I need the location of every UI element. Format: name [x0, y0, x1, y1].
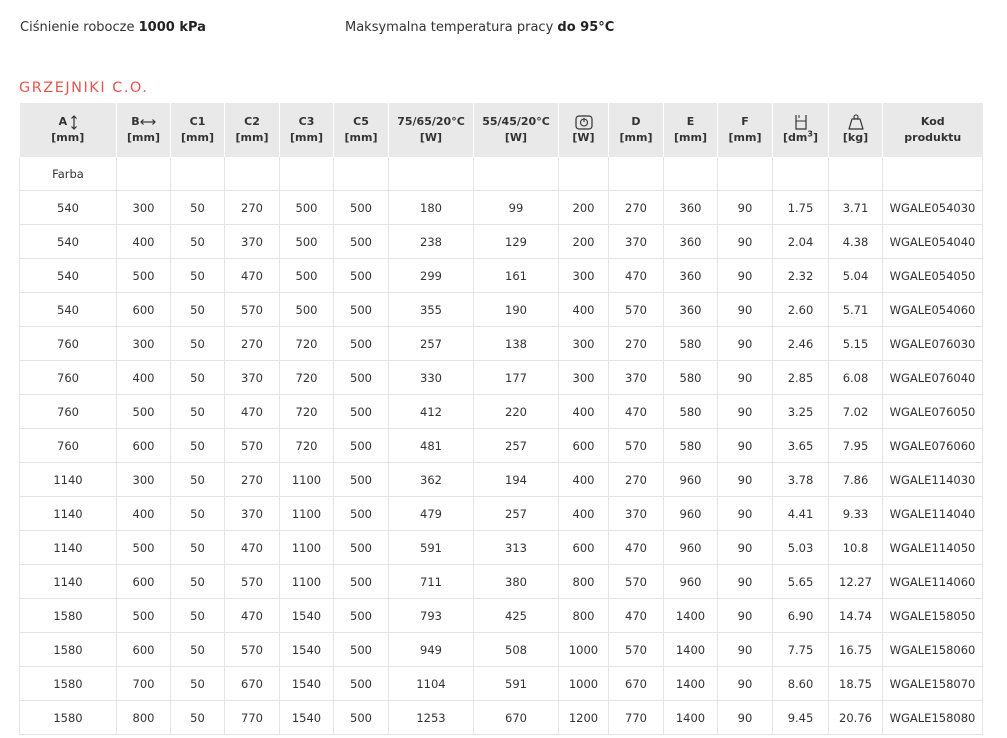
table-cell: 370: [225, 497, 280, 531]
table-cell: 1400: [664, 667, 718, 701]
table-cell: 1580: [20, 701, 117, 735]
table-header-row: [20, 103, 983, 157]
table-cell: 2.60: [773, 293, 829, 327]
header-f: F [mm]: [718, 103, 773, 157]
table-cell: 500: [280, 191, 334, 225]
table-cell: 425: [474, 599, 559, 633]
table-cell: 180: [389, 191, 474, 225]
table-cell: 10.8: [829, 531, 883, 565]
table-cell: 16.75: [829, 633, 883, 667]
table-cell: 500: [334, 327, 389, 361]
table-cell: 400: [559, 395, 609, 429]
table-row: [20, 701, 983, 735]
finish-label: Farba: [20, 157, 117, 191]
table-cell: 570: [225, 633, 280, 667]
table-cell: 90: [718, 225, 773, 259]
table-cell: 50: [171, 531, 225, 565]
table-cell: 570: [225, 293, 280, 327]
table-cell: 711: [389, 565, 474, 599]
table-cell: 90: [718, 395, 773, 429]
table-row: [20, 191, 983, 225]
table-cell: 90: [718, 327, 773, 361]
table-cell: 2.46: [773, 327, 829, 361]
table-cell: 300: [559, 259, 609, 293]
table-cell: WGALE076040: [883, 361, 983, 395]
table-cell: 500: [334, 191, 389, 225]
table-cell: 90: [718, 531, 773, 565]
table-cell: WGALE114030: [883, 463, 983, 497]
table-cell: 600: [559, 429, 609, 463]
table-cell: 1580: [20, 633, 117, 667]
table-cell: 220: [474, 395, 559, 429]
table-cell: 50: [171, 667, 225, 701]
table-cell: 1400: [664, 633, 718, 667]
table-cell: 7.02: [829, 395, 883, 429]
header-e: E [mm]: [664, 103, 718, 157]
table-cell: 580: [664, 361, 718, 395]
table-cell: 500: [117, 531, 171, 565]
table-cell: 2.04: [773, 225, 829, 259]
table-cell: 90: [718, 565, 773, 599]
table-cell: 570: [609, 429, 664, 463]
table-cell: 3.71: [829, 191, 883, 225]
table-cell: 500: [117, 395, 171, 429]
table-cell: 400: [117, 361, 171, 395]
table-cell: 50: [171, 463, 225, 497]
table-cell: WGALE076030: [883, 327, 983, 361]
table-cell: 7.95: [829, 429, 883, 463]
pressure-label: Ciśnienie robocze: [20, 20, 135, 35]
table-cell: 313: [474, 531, 559, 565]
table-cell: 5.65: [773, 565, 829, 599]
header-b: B [mm]: [117, 103, 171, 157]
table-cell: 90: [718, 599, 773, 633]
table-cell: 238: [389, 225, 474, 259]
table-cell: 370: [609, 225, 664, 259]
table-cell: 600: [559, 531, 609, 565]
table-row: [20, 327, 983, 361]
header-c3: C3 [mm]: [280, 103, 334, 157]
table-cell: 90: [718, 361, 773, 395]
table-cell: 50: [171, 429, 225, 463]
table-cell: 20.76: [829, 701, 883, 735]
table-cell: 360: [664, 293, 718, 327]
table-cell: 720: [280, 327, 334, 361]
header-product-code: Kod produktu: [883, 103, 983, 157]
table-cell: 300: [559, 327, 609, 361]
table-cell: 500: [334, 293, 389, 327]
table-cell: 50: [171, 565, 225, 599]
table-cell: 1000: [559, 633, 609, 667]
table-cell: 3.25: [773, 395, 829, 429]
table-cell: WGALE054060: [883, 293, 983, 327]
table-cell: 50: [171, 701, 225, 735]
table-cell: WGALE114060: [883, 565, 983, 599]
table-cell: 7.86: [829, 463, 883, 497]
table-cell: 800: [117, 701, 171, 735]
weight-icon: [848, 114, 864, 130]
table-cell: WGALE076050: [883, 395, 983, 429]
table-cell: 90: [718, 633, 773, 667]
table-cell: 1100: [280, 565, 334, 599]
table-cell: 12.27: [829, 565, 883, 599]
table-cell: 270: [225, 463, 280, 497]
header-power-55-45-20: 55/45/20°C [W]: [474, 103, 559, 157]
table-cell: 5.04: [829, 259, 883, 293]
table-cell: 470: [609, 531, 664, 565]
table-cell: 960: [664, 531, 718, 565]
table-cell: 360: [664, 225, 718, 259]
table-row: [20, 599, 983, 633]
table-cell: 600: [117, 565, 171, 599]
table-cell: 470: [609, 599, 664, 633]
table-cell: 300: [559, 361, 609, 395]
table-cell: 90: [718, 463, 773, 497]
table-cell: 481: [389, 429, 474, 463]
table-cell: WGALE114050: [883, 531, 983, 565]
table-row: [20, 361, 983, 395]
table-cell: 90: [718, 191, 773, 225]
table-cell: 50: [171, 599, 225, 633]
table-cell: 257: [474, 429, 559, 463]
table-cell: 1540: [280, 667, 334, 701]
table-cell: 90: [718, 293, 773, 327]
table-cell: 800: [559, 599, 609, 633]
table-cell: 50: [171, 633, 225, 667]
table-cell: 4.41: [773, 497, 829, 531]
table-cell: 1100: [280, 497, 334, 531]
table-cell: 500: [280, 225, 334, 259]
table-cell: 500: [334, 565, 389, 599]
table-cell: WGALE054030: [883, 191, 983, 225]
table-cell: 500: [334, 463, 389, 497]
table-cell: 370: [609, 361, 664, 395]
header-a: A [mm]: [20, 103, 117, 157]
table-cell: 50: [171, 293, 225, 327]
table-cell: 760: [20, 327, 117, 361]
table-cell: 90: [718, 497, 773, 531]
table-cell: 570: [225, 429, 280, 463]
table-cell: 600: [117, 633, 171, 667]
table-cell: 360: [664, 191, 718, 225]
table-row: [20, 497, 983, 531]
table-cell: WGALE114040: [883, 497, 983, 531]
table-cell: 7.75: [773, 633, 829, 667]
table-cell: 760: [20, 395, 117, 429]
power-symbol-icon: [575, 115, 593, 130]
table-cell: 6.08: [829, 361, 883, 395]
table-cell: 270: [225, 191, 280, 225]
table-cell: 770: [225, 701, 280, 735]
header-heater-power: [W]: [559, 103, 609, 157]
table-cell: 50: [171, 259, 225, 293]
table-cell: WGALE054050: [883, 259, 983, 293]
table-cell: 570: [225, 565, 280, 599]
table-cell: 200: [559, 225, 609, 259]
table-cell: 760: [20, 361, 117, 395]
table-cell: 14.74: [829, 599, 883, 633]
table-cell: 670: [474, 701, 559, 735]
table-cell: 470: [609, 259, 664, 293]
horizontal-arrow-icon: [140, 119, 156, 125]
table-cell: 1540: [280, 599, 334, 633]
table-cell: 1580: [20, 667, 117, 701]
table-cell: 540: [20, 259, 117, 293]
table-cell: 570: [609, 633, 664, 667]
table-cell: 129: [474, 225, 559, 259]
table-cell: 1.75: [773, 191, 829, 225]
table-cell: 700: [117, 667, 171, 701]
table-cell: 720: [280, 361, 334, 395]
section-title: GRZEJNIKI C.O.: [19, 80, 149, 96]
table-row: [20, 463, 983, 497]
table-cell: 370: [225, 225, 280, 259]
table-cell: 5.15: [829, 327, 883, 361]
table-cell: 1100: [280, 531, 334, 565]
vertical-arrow-icon: [71, 115, 77, 130]
table-cell: 2.32: [773, 259, 829, 293]
table-row: [20, 225, 983, 259]
table-cell: 500: [334, 259, 389, 293]
table-cell: 370: [609, 497, 664, 531]
table-cell: 90: [718, 429, 773, 463]
table-cell: 570: [609, 565, 664, 599]
table-cell: 9.33: [829, 497, 883, 531]
table-cell: 299: [389, 259, 474, 293]
table-cell: 200: [559, 191, 609, 225]
table-cell: 6.90: [773, 599, 829, 633]
pressure-value: 1000 kPa: [138, 20, 206, 35]
table-cell: 161: [474, 259, 559, 293]
table-cell: WGALE076060: [883, 429, 983, 463]
table-cell: 3.65: [773, 429, 829, 463]
table-cell: 400: [559, 497, 609, 531]
table-cell: 90: [718, 667, 773, 701]
table-cell: 362: [389, 463, 474, 497]
table-cell: 500: [334, 599, 389, 633]
header-weight: [kg]: [829, 103, 883, 157]
table-cell: 500: [334, 361, 389, 395]
finish-row: [20, 157, 983, 191]
table-cell: 500: [117, 599, 171, 633]
table-cell: 540: [20, 293, 117, 327]
table-cell: WGALE158070: [883, 667, 983, 701]
table-cell: 960: [664, 463, 718, 497]
table-cell: 257: [474, 497, 559, 531]
radiator-spec-table: [19, 103, 983, 735]
table-cell: 479: [389, 497, 474, 531]
table-row: [20, 395, 983, 429]
header-power-75-65-20: 75/65/20°C [W]: [389, 103, 474, 157]
header-c1: C1 [mm]: [171, 103, 225, 157]
table-cell: 1400: [664, 599, 718, 633]
temperature-label: Maksymalna temperatura pracy: [345, 20, 554, 35]
header-d: D [mm]: [609, 103, 664, 157]
table-cell: 50: [171, 497, 225, 531]
table-cell: 18.75: [829, 667, 883, 701]
table-cell: 5.71: [829, 293, 883, 327]
table-cell: 177: [474, 361, 559, 395]
table-cell: 591: [474, 667, 559, 701]
max-temperature-info: [345, 20, 614, 35]
table-cell: 9.45: [773, 701, 829, 735]
table-cell: 540: [20, 225, 117, 259]
table-cell: 400: [117, 497, 171, 531]
table-cell: 470: [225, 259, 280, 293]
table-cell: 949: [389, 633, 474, 667]
table-cell: 720: [280, 395, 334, 429]
table-cell: 570: [609, 293, 664, 327]
table-row: [20, 565, 983, 599]
table-cell: 470: [225, 395, 280, 429]
table-cell: 257: [389, 327, 474, 361]
table-cell: 500: [117, 259, 171, 293]
table-cell: 600: [117, 293, 171, 327]
table-cell: 270: [609, 463, 664, 497]
header-water-capacity: $[dm^3]$: [773, 103, 829, 157]
table-cell: 300: [117, 463, 171, 497]
table-cell: 1100: [280, 463, 334, 497]
table-cell: 50: [171, 225, 225, 259]
table-row: [20, 259, 983, 293]
table-cell: 370: [225, 361, 280, 395]
table-cell: 720: [280, 429, 334, 463]
table-cell: 360: [664, 259, 718, 293]
table-cell: 90: [718, 259, 773, 293]
table-cell: 580: [664, 429, 718, 463]
table-cell: 50: [171, 191, 225, 225]
table-cell: 194: [474, 463, 559, 497]
table-cell: WGALE054040: [883, 225, 983, 259]
table-cell: 500: [280, 259, 334, 293]
table-cell: 330: [389, 361, 474, 395]
water-capacity-icon: [794, 114, 808, 130]
table-cell: 1200: [559, 701, 609, 735]
table-cell: 1140: [20, 565, 117, 599]
table-cell: 1400: [664, 701, 718, 735]
table-row: [20, 633, 983, 667]
table-cell: 670: [609, 667, 664, 701]
table-cell: 1540: [280, 701, 334, 735]
table-cell: 500: [280, 293, 334, 327]
table-cell: 1253: [389, 701, 474, 735]
table-cell: 50: [171, 327, 225, 361]
table-cell: 500: [334, 701, 389, 735]
table-cell: 99: [474, 191, 559, 225]
table-cell: WGALE158050: [883, 599, 983, 633]
table-cell: 270: [225, 327, 280, 361]
table-cell: 412: [389, 395, 474, 429]
table-cell: 270: [609, 191, 664, 225]
table-cell: 1580: [20, 599, 117, 633]
table-cell: 300: [117, 191, 171, 225]
table-cell: 5.03: [773, 531, 829, 565]
table-cell: 960: [664, 565, 718, 599]
table-cell: 1140: [20, 497, 117, 531]
table-cell: 1540: [280, 633, 334, 667]
table-cell: 50: [171, 395, 225, 429]
table-cell: 540: [20, 191, 117, 225]
table-cell: 760: [20, 429, 117, 463]
table-cell: 470: [225, 531, 280, 565]
table-row: [20, 531, 983, 565]
temperature-value: do 95°C: [557, 20, 615, 35]
header-c5: C5 [mm]: [334, 103, 389, 157]
table-cell: 591: [389, 531, 474, 565]
table-cell: 500: [334, 429, 389, 463]
table-cell: 90: [718, 701, 773, 735]
table-cell: 1104: [389, 667, 474, 701]
table-cell: 1140: [20, 463, 117, 497]
table-cell: 270: [609, 327, 664, 361]
table-cell: 960: [664, 497, 718, 531]
table-cell: 50: [171, 361, 225, 395]
table-cell: 380: [474, 565, 559, 599]
table-cell: 500: [334, 531, 389, 565]
table-cell: 1140: [20, 531, 117, 565]
table-row: [20, 667, 983, 701]
table-cell: 470: [609, 395, 664, 429]
table-cell: 470: [225, 599, 280, 633]
table-cell: WGALE158080: [883, 701, 983, 735]
table-cell: 770: [609, 701, 664, 735]
table-cell: 600: [117, 429, 171, 463]
table-cell: 500: [334, 667, 389, 701]
table-cell: 138: [474, 327, 559, 361]
table-cell: 580: [664, 395, 718, 429]
table-cell: 1000: [559, 667, 609, 701]
table-cell: 400: [117, 225, 171, 259]
table-cell: 3.78: [773, 463, 829, 497]
table-cell: 2.85: [773, 361, 829, 395]
table-cell: 800: [559, 565, 609, 599]
table-cell: 793: [389, 599, 474, 633]
working-pressure-info: [20, 20, 206, 35]
table-cell: 500: [334, 395, 389, 429]
table-cell: 500: [334, 497, 389, 531]
table-cell: 190: [474, 293, 559, 327]
table-cell: 4.38: [829, 225, 883, 259]
header-c2: C2 [mm]: [225, 103, 280, 157]
table-cell: 580: [664, 327, 718, 361]
table-cell: 500: [334, 633, 389, 667]
table-cell: 508: [474, 633, 559, 667]
table-cell: 400: [559, 463, 609, 497]
table-row: [20, 293, 983, 327]
table-cell: 670: [225, 667, 280, 701]
table-cell: 8.60: [773, 667, 829, 701]
table-cell: 500: [334, 225, 389, 259]
table-row: [20, 429, 983, 463]
table-cell: 300: [117, 327, 171, 361]
table-cell: WGALE158060: [883, 633, 983, 667]
table-cell: 400: [559, 293, 609, 327]
table-cell: 355: [389, 293, 474, 327]
